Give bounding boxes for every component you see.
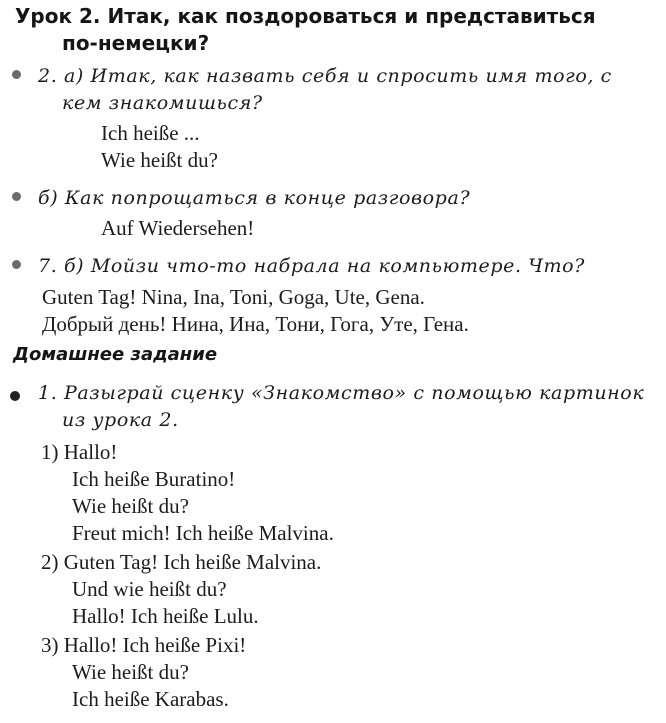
exercise-2a-question-line-2: кем знакомишься? xyxy=(62,92,263,114)
exercise-2a-answer-1: Ich heiße ... xyxy=(101,121,200,145)
lesson-title-line-1: Урок 2. Итак, как поздороваться и представиться xyxy=(15,4,596,28)
exercise-7b-question: 7. б) Мойзи что-то набрала на компьютере. Что? xyxy=(38,255,585,277)
dialog-2-line-3: Hallo! Ich heiße Lulu. xyxy=(72,604,259,628)
dialog-1-line-2: Ich heiße Buratino! xyxy=(72,467,236,491)
exercise-7b-answer-russian: Добрый день! Нина, Ина, Тони, Гога, Уте, Гена. xyxy=(42,312,469,336)
exercise-2b-answer: Auf Wiedersehen! xyxy=(101,216,255,240)
lesson-title-line-2: по-немецки? xyxy=(62,31,210,55)
homework-task-line-1: 1. Разыграй сценку «Знакомство» с помощью картинок xyxy=(38,382,645,404)
bullet-icon xyxy=(10,391,20,401)
homework-task-line-2: из урока 2. xyxy=(62,409,179,431)
dialog-2-line-1: 2) Guten Tag! Ich heiße Malvina. xyxy=(41,550,322,574)
bullet-icon xyxy=(12,260,21,269)
bullet-icon xyxy=(12,192,21,201)
dialog-2-line-2: Und wie heißt du? xyxy=(72,577,227,601)
dialog-3-line-1: 3) Hallo! Ich heiße Pixi! xyxy=(41,633,247,657)
dialog-1-line-3: Wie heißt du? xyxy=(72,494,189,518)
homework-title: Домашнее задание xyxy=(13,344,218,365)
dialog-3-line-3: Ich heiße Karabas. xyxy=(72,687,229,711)
exercise-2b-question: б) Как попрощаться в конце разговора? xyxy=(38,187,471,209)
dialog-3-line-2: Wie heißt du? xyxy=(72,660,189,684)
dialog-1-line-1: 1) Hallo! xyxy=(41,440,118,464)
exercise-2a-question-line-1: 2. а) Итак, как назвать себя и спросить имя того, с xyxy=(38,65,612,87)
bullet-icon xyxy=(12,70,21,79)
dialog-1-line-4: Freut mich! Ich heiße Malvina. xyxy=(72,521,334,545)
exercise-2a-answer-2: Wie heißt du? xyxy=(101,148,218,172)
exercise-7b-answer-german: Guten Tag! Nina, Ina, Toni, Goga, Ute, Gena. xyxy=(42,285,425,309)
